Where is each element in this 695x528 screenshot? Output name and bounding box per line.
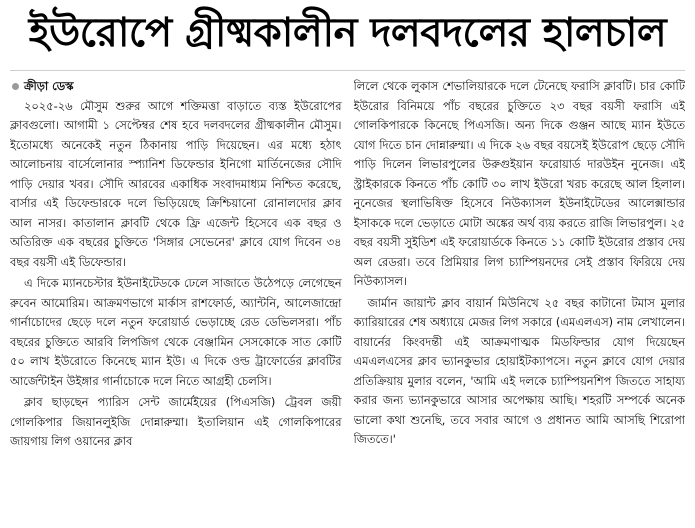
headline-divider <box>10 70 685 71</box>
paragraph: ২০২৫-২৬ মৌসুম শুরুর আগে শক্তিমত্তা বাড়াতে ব্যস্ত ইউরোপের ক্লাবগুলো। আগামী ১ সেপ্টেম্বর শেষ হবে দলবদলের গ্রীষ্মকালীন মৌসুম। ইতোমধ্যে অনেকেই নতুন ঠিকানায় পাড়ি দিয়েছেন। এর মধ্যে হঠাৎ আলোচনায় বার্সেলোনার স্প্যানিশ ডিফেন্ডার ইনিগো মার্তিনেজের সৌদি পাড়ি দেয়ার খবর। সৌদি আরবের একাধিক সংবাদমাধ্যম নিশ্চিত করেছে, বার্সার এই ডিফেন্ডারকে দলে ভিড়িয়েছে ক্রিশ্চিয়ানো রোনালদোর ক্লাব আল নাসর। কাতালান ক্লাবটি থেকে ফ্রি এজেন্ট হিসেবে এক বছর ও অতিরিক্ত এক বছরের চুক্তিতে 'সিঙ্গার সেভেনের' ক্লাবে যোগ দিবেন ৩৪ বছর বয়সী এই ডিফেন্ডার। <box>10 98 342 269</box>
article-column-left <box>10 77 342 509</box>
byline-text: ক্রীড়া ডেস্ক <box>24 79 74 93</box>
article-headline: ইউরোপে গ্রীষ্মকালীন দলবদলের হালচাল <box>28 10 667 56</box>
byline <box>10 77 342 97</box>
paragraph: ক্লাব ছাড়ছেন প্যারিস সেন্ট জার্মেইয়ের (পিএসজি) ট্রেবল জয়ী গোলকিপার জিয়ানলুইজি দোন্নারুম্মা। ইতালিয়ান এই গোলকিপারের জায়গায় লিগ ওয়ানের ক্লাব <box>10 395 342 448</box>
paragraph: জার্মান জায়ান্ট ক্লাব বায়ার্ন মিউনিখে ২৫ বছর কাটানো টমাস মুলার ক্যারিয়ারের শেষ অধ্যায়ে মেজর লিগ সকারে (এমএলএস) নাম লেখালেন। বায়ার্নের কিংবদন্তী এই আক্রমণাত্মক মিডফিল্ডার যোগ দিয়েছেন এমএলএসের ক্লাব ভ্যানকুভার হোয়াইটক্যাপসে। নতুন ক্লাবে যোগ দেয়ার প্রতিক্রিয়ায় মুলার বলেন, 'আমি এই দলকে চ্যাম্পিয়নশিপ জিততে সাহায্য করার জন্য ভ্যানকুভারে আসার অপেক্ষায় আছি। শহরটি সম্পর্কে অনেক ভালো কথা শুনেছি, তবে সবার আগে ও প্রধানত আমি আসছি শিরোপা জিততে।' <box>353 295 685 446</box>
article-body <box>10 77 685 509</box>
article-column-right <box>354 77 686 509</box>
paragraph: লিলে থেকে লুকাস শেভালিয়ারকে দলে টেনেছে ফরাসি ক্লাবটি। চার কোটি ইউরোর বিনিময়ে পাঁচ বছরের চুক্তিতে ২৩ বছর বয়সী ফরাসি এই গোলকিপারকে কিনেছে পিএসজি। অন্য দিকে গুঞ্জন আছে ম্যান ইউতে যোগ দিতে চান দোন্নারুম্মা। এ দিকে ২৬ বছর বয়সেই ইউরোপ ছেড়ে সৌদি পাড়ি দিলেন লিভারপুলের উরুগুইয়ান ফরোয়ার্ড দারউইন নুনেজ। এই স্ট্রাইকারকে কিনতে পাঁচ কোটি ৩০ লাখ ইউরো খরচ করেছে আল হিলাল। নুনেজের স্থলাভিষিক্ত হিসেবে নিউক্যাসল ইউনাইটেডের আলেক্সান্ডার ইসাককে দলে ভেড়াতে মোটা অঙ্কের অর্থ ব্যয় করতে রাজি লিভারপুল। ২৫ বছর বয়সী সুইডিশ এই ফরোয়ার্ডকে কিনতে ১১ কোটি ইউরোর প্রস্তাব দেয় অল রেডরা। তবে প্রিমিয়ার লিগ চ্যাম্পিয়নদের সেই প্রস্তাব ফিরিয়ে দেয় নিউক্যাসল। <box>353 79 685 288</box>
bullet-icon <box>12 83 19 90</box>
paragraph: এ দিকে ম্যানচেস্টার ইউনাইটেডকে ঢেলে সাজাতে উঠেপড়ে লেগেছেন রুবেন আমোরিম। আক্রমণভাগে মার্কাস রাশফোর্ড, অ্যান্টনি, আলেজান্দ্রো গার্নাচোদের ছেড়ে দলে নতুন ফরোয়ার্ড ভেড়াচ্ছে রেড ডেভিলসরা। পাঁচ বছরের চুক্তিতে আরবি লিপজিগ থেকে বেঞ্জামিন সেসকোকে সাত কোটি ৫০ লাখ ইউরোতে কিনেছে ম্যান ইউ। এ দিকে ওল্ড ট্রাফোর্ডের ক্লাবটির আর্জেন্টাইন উইঙ্গার গার্নাচোকে দলে নিতে আগ্রহী চেলসি। <box>10 276 342 388</box>
